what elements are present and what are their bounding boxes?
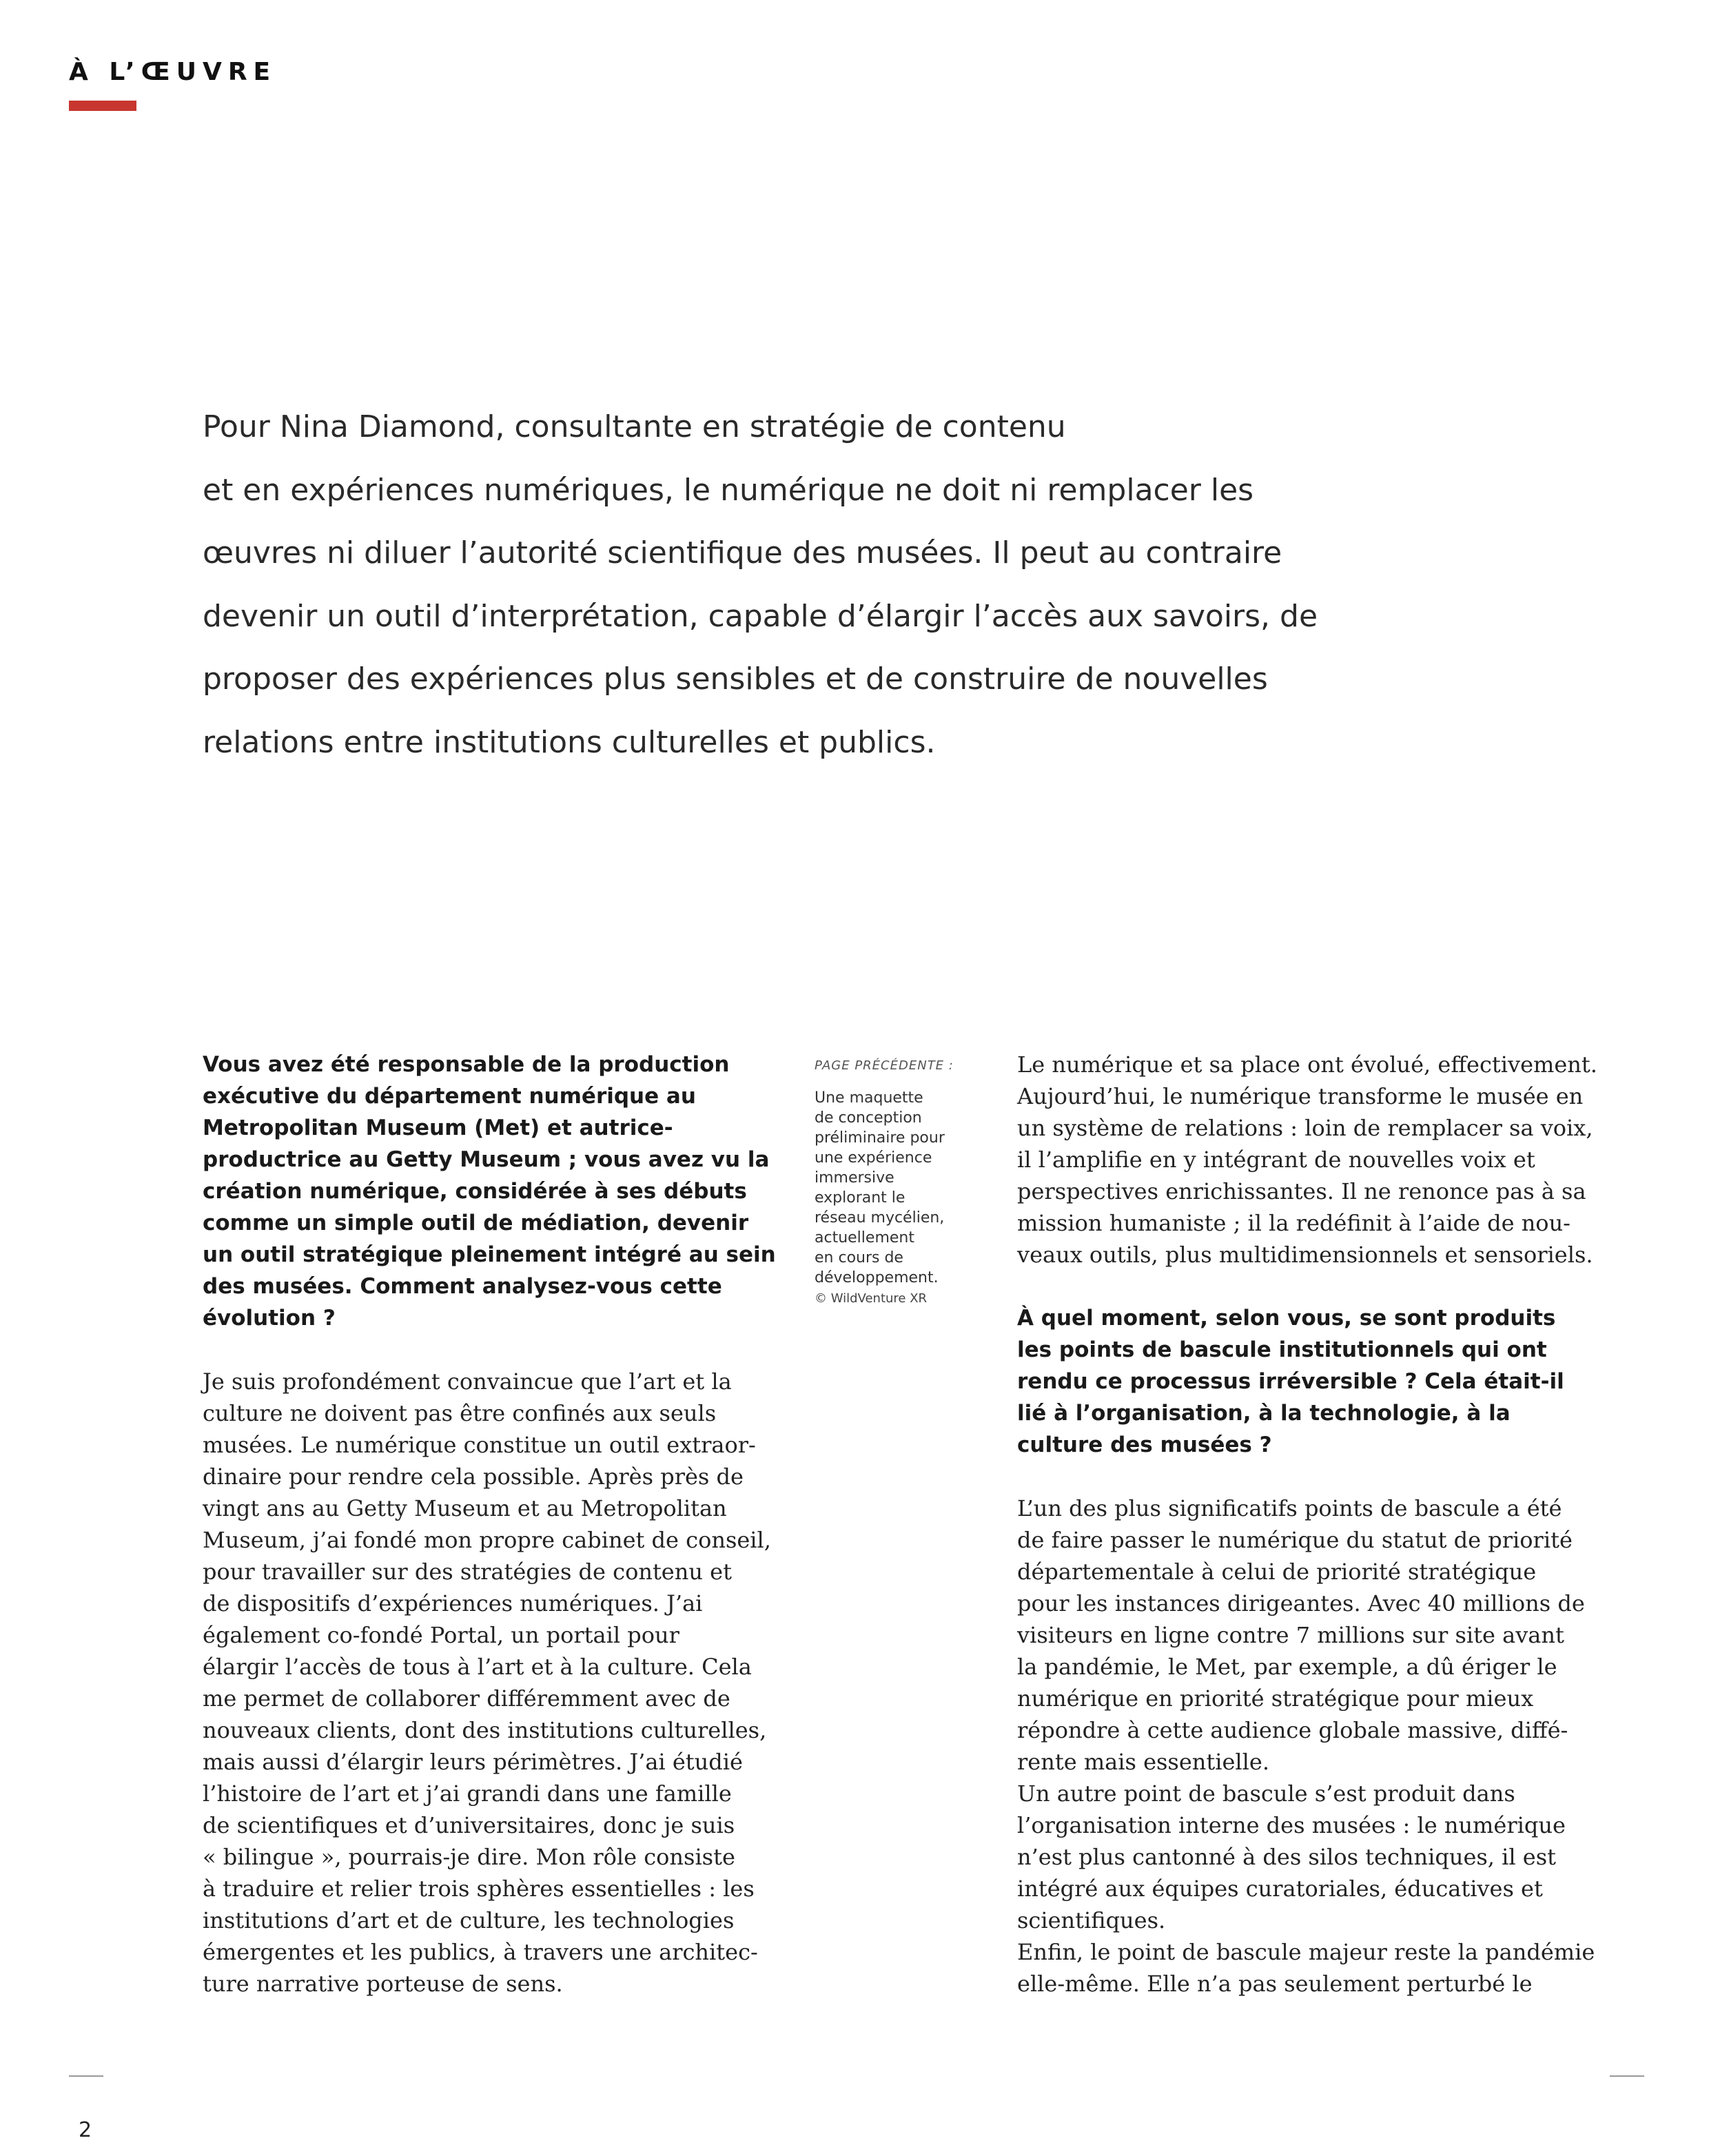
answer-line: visiteurs en ligne contre 7 millions sur site avant	[1017, 1622, 1564, 1648]
answer-line: elle-même. Elle n’a pas seulement perturbé le	[1017, 1971, 1533, 1997]
interview-answer-2	[1017, 1492, 1595, 2000]
answer-line: à traduire et relier trois sphères essentielles : les	[203, 1876, 755, 1902]
answer-line: également co-fondé Portal, un portail pour	[203, 1622, 679, 1648]
answer-line: un système de relations : loin de remplacer sa voix,	[1017, 1115, 1593, 1141]
answer-line: Je suis profondément convaincue que l’art et la	[203, 1368, 732, 1395]
answer-line: Le numérique et sa place ont évolué, effectivement.	[1017, 1051, 1597, 1078]
question-line: Metropolitan Museum (Met) et autrice-	[203, 1116, 673, 1140]
answer-line: pour travailler sur des stratégies de contenu et	[203, 1559, 732, 1585]
page-number: 2	[79, 2118, 92, 2142]
answer-line: scientifiques.	[1017, 1907, 1166, 1933]
caption-line: immersive	[815, 1169, 894, 1187]
answer-line: l’histoire de l’art et j’ai grandi dans une famille	[203, 1780, 732, 1807]
question-line: comme un simple outil de médiation, devenir	[203, 1211, 749, 1235]
question-line: des musées. Comment analysez-vous cette	[203, 1274, 722, 1299]
answer-line: L’un des plus significatifs points de bascule a été	[1017, 1495, 1562, 1521]
question-line: culture des musées ?	[1017, 1433, 1272, 1457]
answer-line: Aujourd’hui, le numérique transforme le musée en	[1017, 1083, 1584, 1109]
intro-line: relations entre institutions culturelles et publics.	[203, 724, 936, 760]
answer-line: rente mais essentielle.	[1017, 1749, 1269, 1775]
answer-line: de dispositifs d’expériences numériques. J’ai	[203, 1590, 703, 1616]
intro-line: Pour Nina Diamond, consultante en stratégie de contenu	[203, 409, 1066, 444]
caption-line: actuellement	[815, 1229, 914, 1246]
question-line: productrice au Getty Museum ; vous avez vu la	[203, 1147, 770, 1172]
caption-line: une expérience	[815, 1149, 932, 1167]
answer-line: la pandémie, le Met, par exemple, a dû ériger le	[1017, 1654, 1557, 1680]
caption-line: explorant le	[815, 1189, 905, 1207]
interview-question-1	[203, 1049, 775, 1334]
answer-line: élargir l’accès de tous à l’art et à la culture. Cela	[203, 1654, 752, 1680]
intro-line: œuvres ni diluer l’autorité scientifique des musées. Il peut au contraire	[203, 535, 1282, 571]
question-line: lié à l’organisation, à la technologie, à la	[1017, 1401, 1511, 1426]
caption-line: préliminaire pour	[815, 1129, 945, 1147]
caption-line: développement.	[815, 1269, 939, 1286]
interview-answer-1	[203, 1366, 775, 2000]
caption-line: Une maquette	[815, 1089, 923, 1107]
answer-line: Enfin, le point de bascule majeur reste la pandémie	[1017, 1939, 1595, 1965]
question-line: rendu ce processus irréversible ? Cela était-il	[1017, 1369, 1564, 1394]
answer-line: mission humaniste ; il la redéfinit à l’aide de nou-	[1017, 1210, 1570, 1236]
right-column	[1017, 1049, 1597, 2000]
answer-line: Museum, j’ai fondé mon propre cabinet de conseil,	[203, 1527, 771, 1553]
answer-line: il l’amplifie en y intégrant de nouvelles voix et	[1017, 1147, 1535, 1173]
question-line: Vous avez été responsable de la production	[203, 1052, 730, 1077]
question-line: un outil stratégique pleinement intégré au sein	[203, 1242, 776, 1267]
answer-line: l’organisation interne des musées : le numérique	[1017, 1812, 1566, 1838]
section-label: À L’ŒUVRE	[69, 58, 277, 86]
caption-text	[815, 1088, 980, 1288]
answer-line: n’est plus cantonné à des silos techniques, il est	[1017, 1844, 1556, 1870]
image-caption	[815, 1058, 980, 1308]
intro-line: et en expériences numériques, le numérique ne doit ni remplacer les	[203, 472, 1254, 508]
answer-line: veaux outils, plus multidimensionnels et sensoriels.	[1017, 1242, 1593, 1268]
answer-line: nouveaux clients, dont des institutions culturelles,	[203, 1717, 767, 1743]
answer-line: pour les instances dirigeantes. Avec 40 millions de	[1017, 1590, 1585, 1616]
answer-line: culture ne doivent pas être confinés aux seuls	[203, 1400, 717, 1426]
intro-line: devenir un outil d’interprétation, capable d’élargir l’accès aux savoirs, de	[203, 598, 1318, 634]
question-line: À quel moment, selon vous, se sont produits	[1017, 1306, 1556, 1331]
answer-line: musées. Le numérique constitue un outil extraor-	[203, 1432, 756, 1458]
answer-line: institutions d’art et de culture, les technologies	[203, 1907, 735, 1933]
answer-line: numérique en priorité stratégique pour mieux	[1017, 1685, 1534, 1712]
answer-line: vingt ans au Getty Museum et au Metropolitan	[203, 1495, 727, 1521]
question-line: exécutive du département numérique au	[203, 1084, 696, 1109]
answer-line: répondre à cette audience globale massive, diffé-	[1017, 1717, 1568, 1743]
answer-line: émergentes et les publics, à travers une architec-	[203, 1939, 758, 1965]
caption-line: de conception	[815, 1109, 922, 1127]
question-line: évolution ?	[203, 1306, 336, 1331]
answer-line: Un autre point de bascule s’est produit dans	[1017, 1780, 1515, 1807]
footer-rule-left	[69, 2075, 103, 2077]
intro-line: proposer des expériences plus sensibles et de construire de nouvelles	[203, 661, 1268, 697]
answer-line: dinaire pour rendre cela possible. Après près de	[203, 1464, 744, 1490]
answer-line: de scientifiques et d’universitaires, donc je suis	[203, 1812, 735, 1838]
question-line: les points de bascule institutionnels qui ont	[1017, 1337, 1547, 1362]
section-accent-bar	[69, 101, 136, 111]
answer-line: « bilingue », pourrais-je dire. Mon rôle consiste	[203, 1844, 735, 1870]
answer-line: mais aussi d’élargir leurs périmètres. J’ai étudié	[203, 1749, 743, 1775]
answer-line: départementale à celui de priorité stratégique	[1017, 1559, 1537, 1585]
question-line: création numérique, considérée à ses débuts	[203, 1179, 747, 1204]
interview-question-2	[1017, 1302, 1589, 1461]
caption-line: réseau mycélien,	[815, 1209, 945, 1226]
caption-credit: © WildVenture XR	[815, 1291, 928, 1306]
footer-rule-right	[1610, 2075, 1644, 2077]
caption-line: en cours de	[815, 1249, 903, 1266]
answer-line: intégré aux équipes curatoriales, éducatives et	[1017, 1876, 1543, 1902]
caption-heading: PAGE PRÉCÉDENTE :	[815, 1058, 954, 1073]
answer-line: perspectives enrichissantes. Il ne renonce pas à sa	[1017, 1178, 1586, 1204]
intro-paragraph	[203, 396, 1388, 774]
answer-line: ture narrative porteuse de sens.	[203, 1971, 563, 1997]
answer-line: me permet de collaborer différemment avec de	[203, 1685, 730, 1712]
interview-answer-1-continued	[1017, 1049, 1597, 1271]
left-column	[203, 1049, 775, 2000]
answer-line: de faire passer le numérique du statut de priorité	[1017, 1527, 1573, 1553]
